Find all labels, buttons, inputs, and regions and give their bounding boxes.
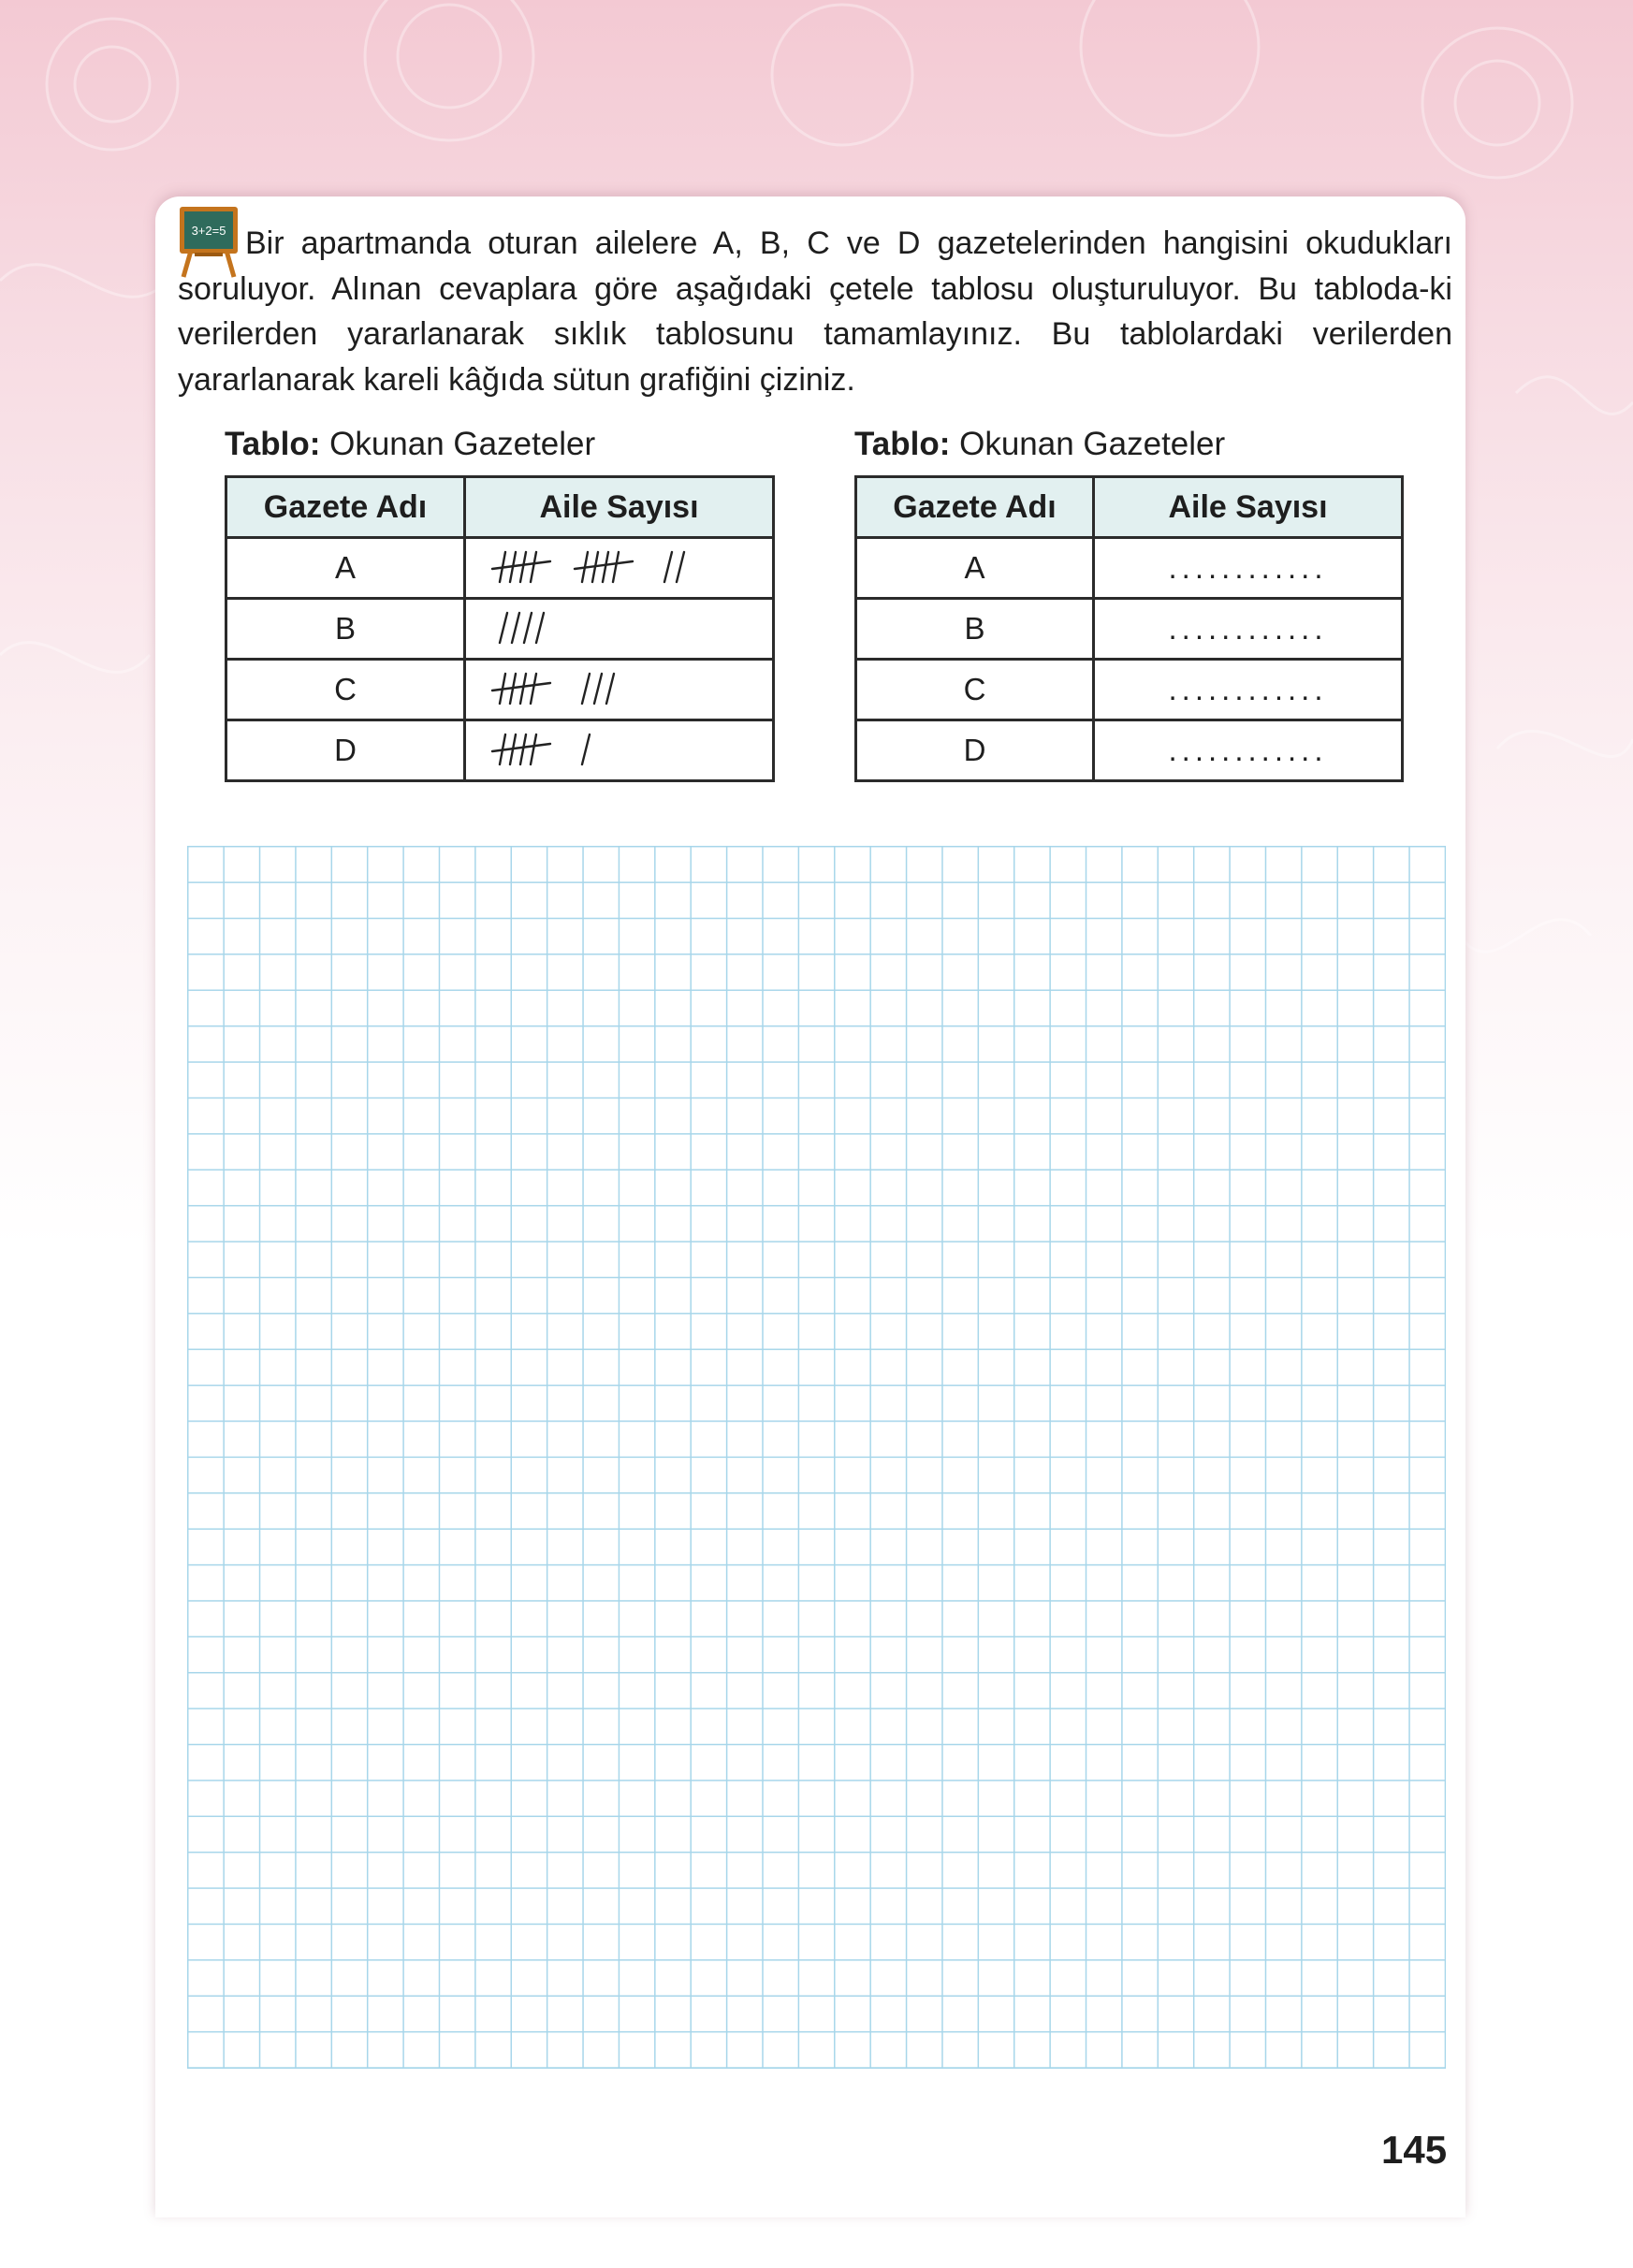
answer-blank[interactable]: ............ <box>1094 599 1403 660</box>
row-name: C <box>856 660 1094 720</box>
table-row <box>856 538 1403 599</box>
tally-stroke <box>582 674 590 704</box>
table-row <box>856 660 1403 720</box>
table-row <box>856 720 1403 781</box>
tally-stroke <box>520 552 526 582</box>
table-header-row <box>856 477 1403 538</box>
table-row <box>226 720 774 781</box>
caption-label: Tablo: <box>225 426 321 462</box>
header-family-count: Aile Sayısı <box>1094 477 1403 538</box>
tally-stroke <box>531 734 536 764</box>
header-family-count: Aile Sayısı <box>465 477 774 538</box>
tally-cross-stroke <box>492 744 550 751</box>
tally-marks <box>485 666 765 713</box>
tally-stroke <box>677 552 684 582</box>
row-name: C <box>226 660 465 720</box>
row-name: B <box>226 599 465 660</box>
graph-paper-grid[interactable] <box>187 846 1446 2069</box>
tally-stroke <box>594 674 602 704</box>
table-row <box>226 660 774 720</box>
tally-marks <box>485 727 765 774</box>
row-name: B <box>856 599 1094 660</box>
tally-stroke <box>512 613 519 643</box>
tally-stroke <box>606 674 614 704</box>
tally-stroke <box>603 552 608 582</box>
question-text <box>178 221 1452 402</box>
tally-stroke <box>664 552 672 582</box>
tally-stroke <box>531 674 536 704</box>
row-name: D <box>856 720 1094 781</box>
tally-stroke <box>582 734 590 764</box>
caption-label: Tablo: <box>854 426 951 462</box>
caption-title: Okunan Gazeteler <box>320 426 596 462</box>
header-newspaper: Gazete Adı <box>226 477 465 538</box>
tally-stroke <box>520 734 526 764</box>
tally-cross-stroke <box>575 561 633 569</box>
tally-stroke <box>613 552 619 582</box>
header-newspaper: Gazete Adı <box>856 477 1094 538</box>
answer-blank[interactable]: ............ <box>1094 538 1403 599</box>
page-number: 145 <box>1381 2128 1448 2172</box>
tally-cell <box>465 660 774 720</box>
chalkboard-label: 3+2=5 <box>191 224 226 238</box>
question-body: Bir apartmanda oturan ailelere A, B, C ve D gazetelerinden hangisini okudukları soruluyor. Alınan cevaplara göre aşağıdaki çetele tablosu oluşturuluyor. Bu tabloda-ki verilerden yararlanarak sıklık tablosunu tamamlayınız. Bu tablolardaki verilerden yararlanarak kareli kâğıda sütun grafiğini çiziniz. <box>178 225 1452 398</box>
frequency-table-caption <box>854 426 1225 463</box>
tally-stroke <box>500 613 507 643</box>
tally-stroke <box>524 613 532 643</box>
tally-cross-stroke <box>492 561 550 569</box>
frequency-table <box>854 475 1404 782</box>
row-name: A <box>856 538 1094 599</box>
answer-blank[interactable]: ............ <box>1094 720 1403 781</box>
tally-cross-stroke <box>492 683 550 691</box>
tally-stroke <box>520 674 526 704</box>
tally-cell <box>465 720 774 781</box>
row-name: A <box>226 538 465 599</box>
tally-cell <box>465 538 774 599</box>
caption-title: Okunan Gazeteler <box>950 426 1226 462</box>
table-row <box>856 599 1403 660</box>
tally-table <box>225 475 775 782</box>
table-header-row <box>226 477 774 538</box>
tally-marks <box>485 545 765 591</box>
tally-table-caption <box>225 426 595 463</box>
tally-stroke <box>536 613 544 643</box>
table-row <box>226 538 774 599</box>
answer-blank[interactable]: ............ <box>1094 660 1403 720</box>
tally-cell <box>465 599 774 660</box>
table-row <box>226 599 774 660</box>
tally-marks <box>485 605 765 652</box>
tally-stroke <box>531 552 536 582</box>
row-name: D <box>226 720 465 781</box>
